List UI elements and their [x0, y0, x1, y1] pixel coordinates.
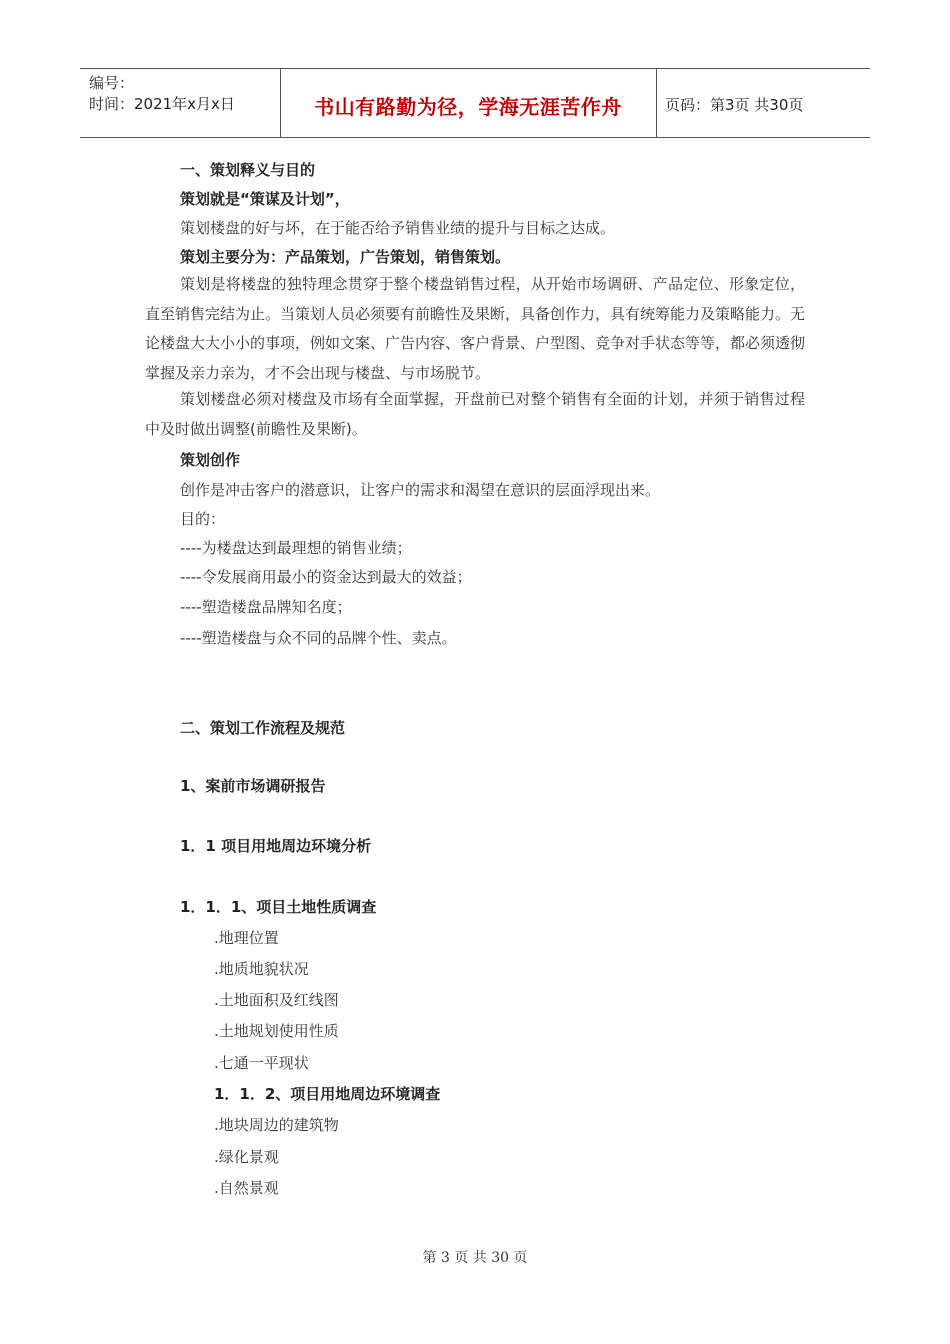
document-header [80, 68, 870, 138]
document-time: 时间：2021年x月x日 [89, 95, 235, 113]
list-item: .土地面积及红线图 [214, 991, 339, 1009]
purpose-item: ----塑造楼盘与众不同的品牌个性、卖点。 [180, 629, 457, 647]
list-item: .七通一平现状 [214, 1054, 309, 1072]
purpose-label: 目的： [180, 510, 226, 528]
section-heading: 二、策划工作流程及规范 [180, 719, 346, 737]
list-item: .自然景观 [214, 1179, 279, 1197]
subsection-heading: 1．1 项目用地周边环境分析 [180, 837, 372, 855]
section-heading: 一、策划释义与目的 [180, 161, 316, 179]
header-page-info: 页码：第3页 共30页 [665, 96, 804, 114]
creation-heading: 策划创作 [180, 451, 241, 469]
purpose-item: ----塑造楼盘品牌知名度； [180, 598, 352, 616]
list-item: .地质地貌状况 [214, 960, 309, 978]
definition-line: 策划就是“策谋及计划”， [180, 190, 350, 208]
header-meta [89, 73, 235, 115]
list-item: .土地规划使用性质 [214, 1022, 339, 1040]
purpose-item: ----为楼盘达到最理想的销售业绩； [180, 539, 412, 557]
subsection-heading: 1、案前市场调研报告 [180, 777, 326, 795]
purpose-item: ----令发展商用最小的资金达到最大的效益； [180, 568, 472, 586]
paragraph: 策划是将楼盘的独特理念贯穿于整个楼盘销售过程，从开始市场调研、产品定位、形象定位，直至销售完结为止。当策划人员必须要有前瞻性及果断，具备创作力，具有统筹能力及策略能力。无论楼盘大大小小的事项，例如文案、广告内容、客户背景、户型图、竞争对手状态等等，都必须透彻掌握及亲力亲为，才不会出现与楼盘、与市场脱节。 [145, 275, 806, 382]
paragraph: 策划楼盘必须对楼盘及市场有全面掌握，开盘前已对整个销售有全面的计划，并须于销售过程中及时做出调整(前瞻性及果断)。 [145, 390, 805, 438]
header-divider [656, 69, 657, 137]
document-number-label: 编号： [89, 74, 135, 92]
page-footer: 第 3 页 共 30 页 [422, 1250, 528, 1266]
list-item: .地块周边的建筑物 [214, 1116, 339, 1134]
subsection-heading: 1．1．2、项目用地周边环境调查 [214, 1085, 441, 1103]
list-item: .地理位置 [214, 929, 279, 947]
quality-line: 策划楼盘的好与坏，在于能否给予销售业绩的提升与目标之达成。 [180, 219, 616, 237]
header-motto: 书山有路勤为径，学海无涯苦作舟 [314, 95, 622, 119]
categories-line: 策划主要分为：产品策划，广告策划，销售策划。 [180, 248, 511, 266]
creation-description: 创作是冲击客户的潜意识，让客户的需求和渴望在意识的层面浮现出来。 [180, 481, 661, 499]
subsection-heading: 1．1．1、项目土地性质调查 [180, 898, 377, 916]
list-item: .绿化景观 [214, 1148, 279, 1166]
